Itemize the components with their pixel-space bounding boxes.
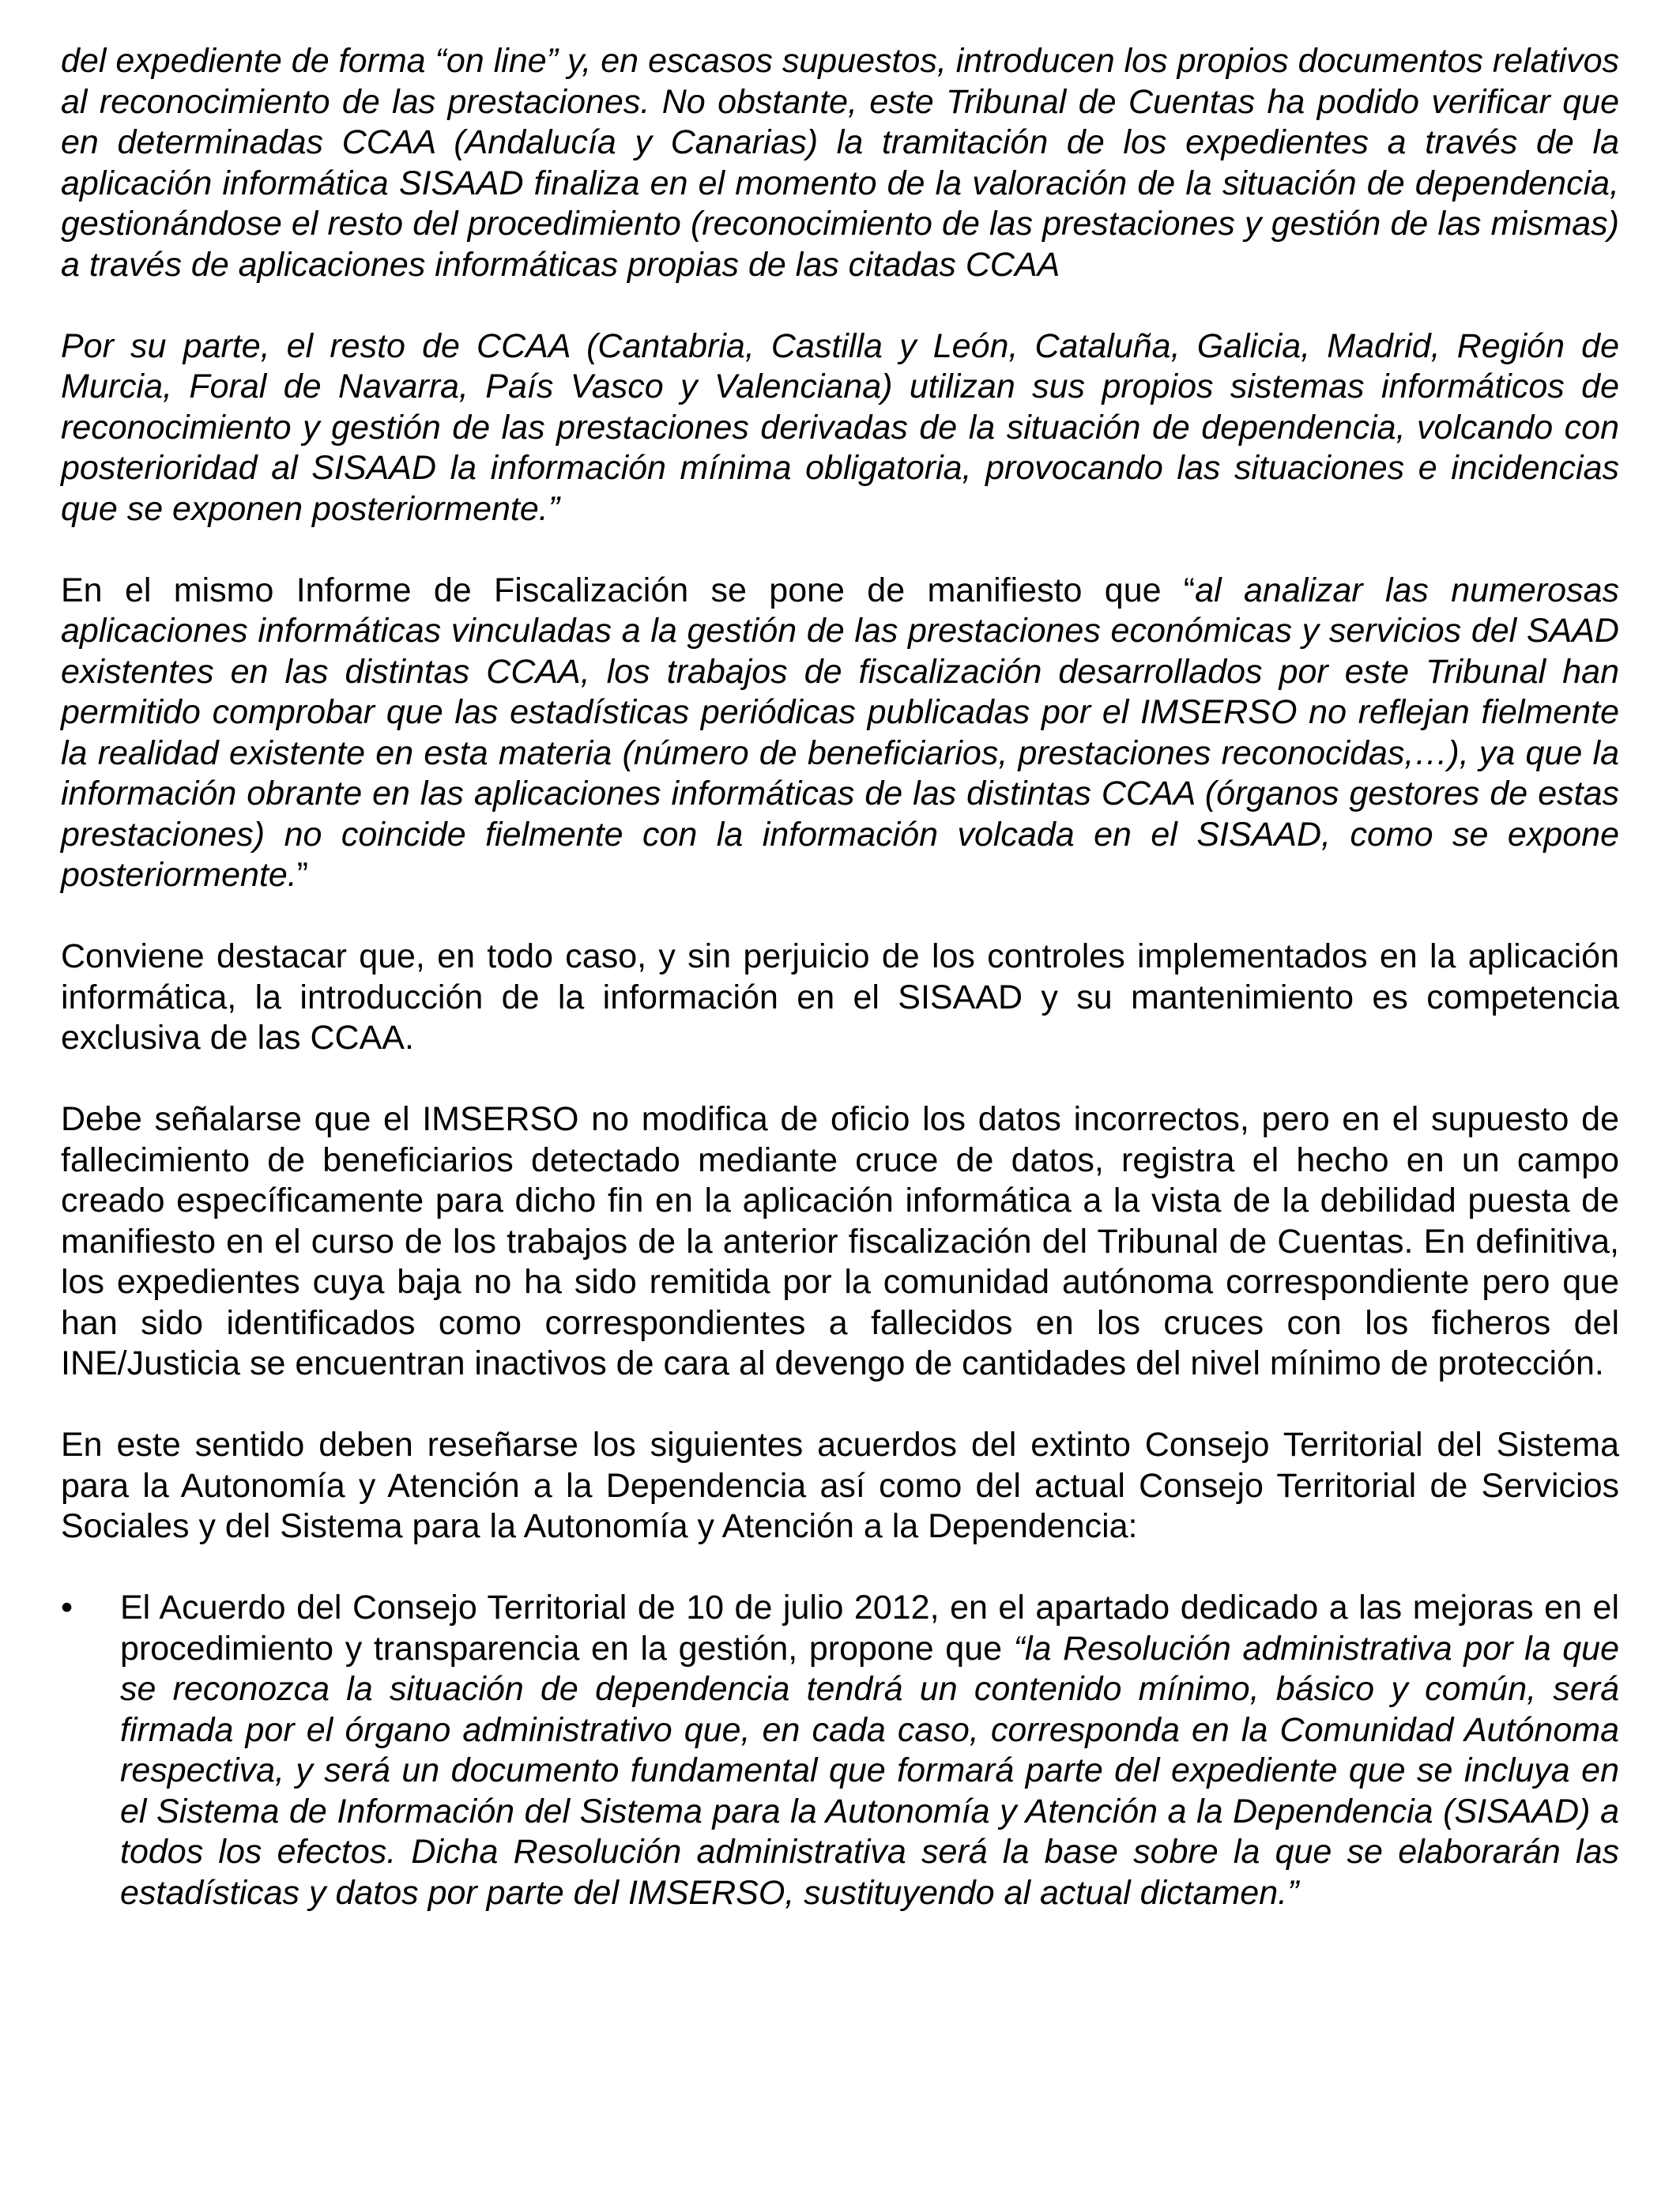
paragraph-ccaa-competence: Conviene destacar que, en todo caso, y sin perjuicio de los controles implementados en la aplicación informática, la introducción de la información en el SISAAD y su mantenimiento es competencia exclusiva de las CCAA. xyxy=(61,937,1619,1057)
paragraph-closing-quote: ” xyxy=(296,856,309,894)
agreements-list xyxy=(61,1588,1619,1913)
list-item-quoted-text: “la Resolución administrativa por la que se reconozca la situación de dependencia tendrá un contenido mínimo, básico y común, será firmada por el órgano administrativo que, en cada caso, corresponda en la Comunidad Autónoma respectiva, y será un documento fundamental que formará parte del expediente que se incluya en el Sistema de Información del Sistema para la Autonomía y Atención a la Dependencia (SISAAD) a todos los efectos. Dicha Resolución administrativa será la base sobre la que se elaborarán las estadísticas y datos por parte del IMSERSO, sustituyendo al actual dictamen.” xyxy=(120,1629,1619,1912)
paragraph-quote-continuation: del expediente de forma “on line” y, en escasos supuestos, introducen los propios documentos relativos al reconocimiento de las prestaciones. No obstante, este Tribunal de Cuentas ha podido verificar que en determinadas CCAA (Andalucía y Canarias) la tramitación de los expedientes a través de la aplicación informática SISAAD finaliza en el momento de la valoración de la situación de dependencia, gestionándose el resto del procedimiento (reconocimiento de las prestaciones y gestión de las mismas) a través de aplicaciones informáticas propias de las citadas CCAA xyxy=(61,42,1619,284)
bullet-icon: • xyxy=(61,1589,73,1627)
paragraph-lead-text: En el mismo Informe de Fiscalización se pone de manifiesto que “ xyxy=(61,571,1196,609)
list-item xyxy=(61,1588,1619,1913)
list-item-lead-text: El Acuerdo del Consejo Territorial de 10 de julio 2012, en el apartado dedicado a las mejoras en el procedimiento y transparencia en la gestión, propone que xyxy=(120,1589,1619,1668)
document-page xyxy=(61,41,1619,1913)
paragraph-quote-other-ccaa: Por su parte, el resto de CCAA (Cantabria, Castilla y León, Cataluña, Galicia, Madrid, Región de Murcia, Foral de Navarra, País Vasco y Valenciana) utilizan sus propios sistemas informáticos de reconocimiento y gestión de las prestaciones derivadas de la situación de dependencia, volcando con posterioridad al SISAAD la información mínima obligatoria, provocando las situaciones e incidencias que se exponen posteriormente.” xyxy=(61,326,1619,528)
paragraph-imserso-data: Debe señalarse que el IMSERSO no modifica de oficio los datos incorrectos, pero en el supuesto de fallecimiento de beneficiarios detectado mediante cruce de datos, registra el hecho en un campo creado específicamente para dicho fin en la aplicación informática a la vista de la debilidad puesta de manifiesto en el curso de los trabajos de la anterior fiscalización del Tribunal de Cuentas. En definitiva, los expedientes cuya baja no ha sido remitida por la comunidad autónoma correspondiente pero que han sido identificados como correspondientes a fallecidos en los cruces con los ficheros del INE/Justicia se encuentran inactivos de cara al devengo de cantidades del nivel mínimo de protección. xyxy=(61,1100,1619,1382)
paragraph-agreements-intro: En este sentido deben reseñarse los siguientes acuerdos del extinto Consejo Territorial del Sistema para la Autonomía y Atención a la Dependencia así como del actual Consejo Territorial de Servicios Sociales y del Sistema para la Autonomía y Atención a la Dependencia: xyxy=(61,1426,1619,1545)
paragraph-quoted-text: al analizar las numerosas aplicaciones informáticas vinculadas a la gestión de las prestaciones económicas y servicios del SAAD existentes en las distintas CCAA, los trabajos de fiscalización desarrollados por este Tribunal han permitido comprobar que las estadísticas periódicas publicadas por el IMSERSO no reflejan fielmente la realidad existente en esta materia (número de beneficiarios, prestaciones reconocidas,…), ya que la información obrante en las aplicaciones informáticas de las distintas CCAA (órganos gestores de estas prestaciones) no coincide fielmente con la información volcada en el SISAAD, como se expone posteriormente. xyxy=(61,571,1619,894)
paragraph-fiscalization-report xyxy=(61,571,1619,896)
